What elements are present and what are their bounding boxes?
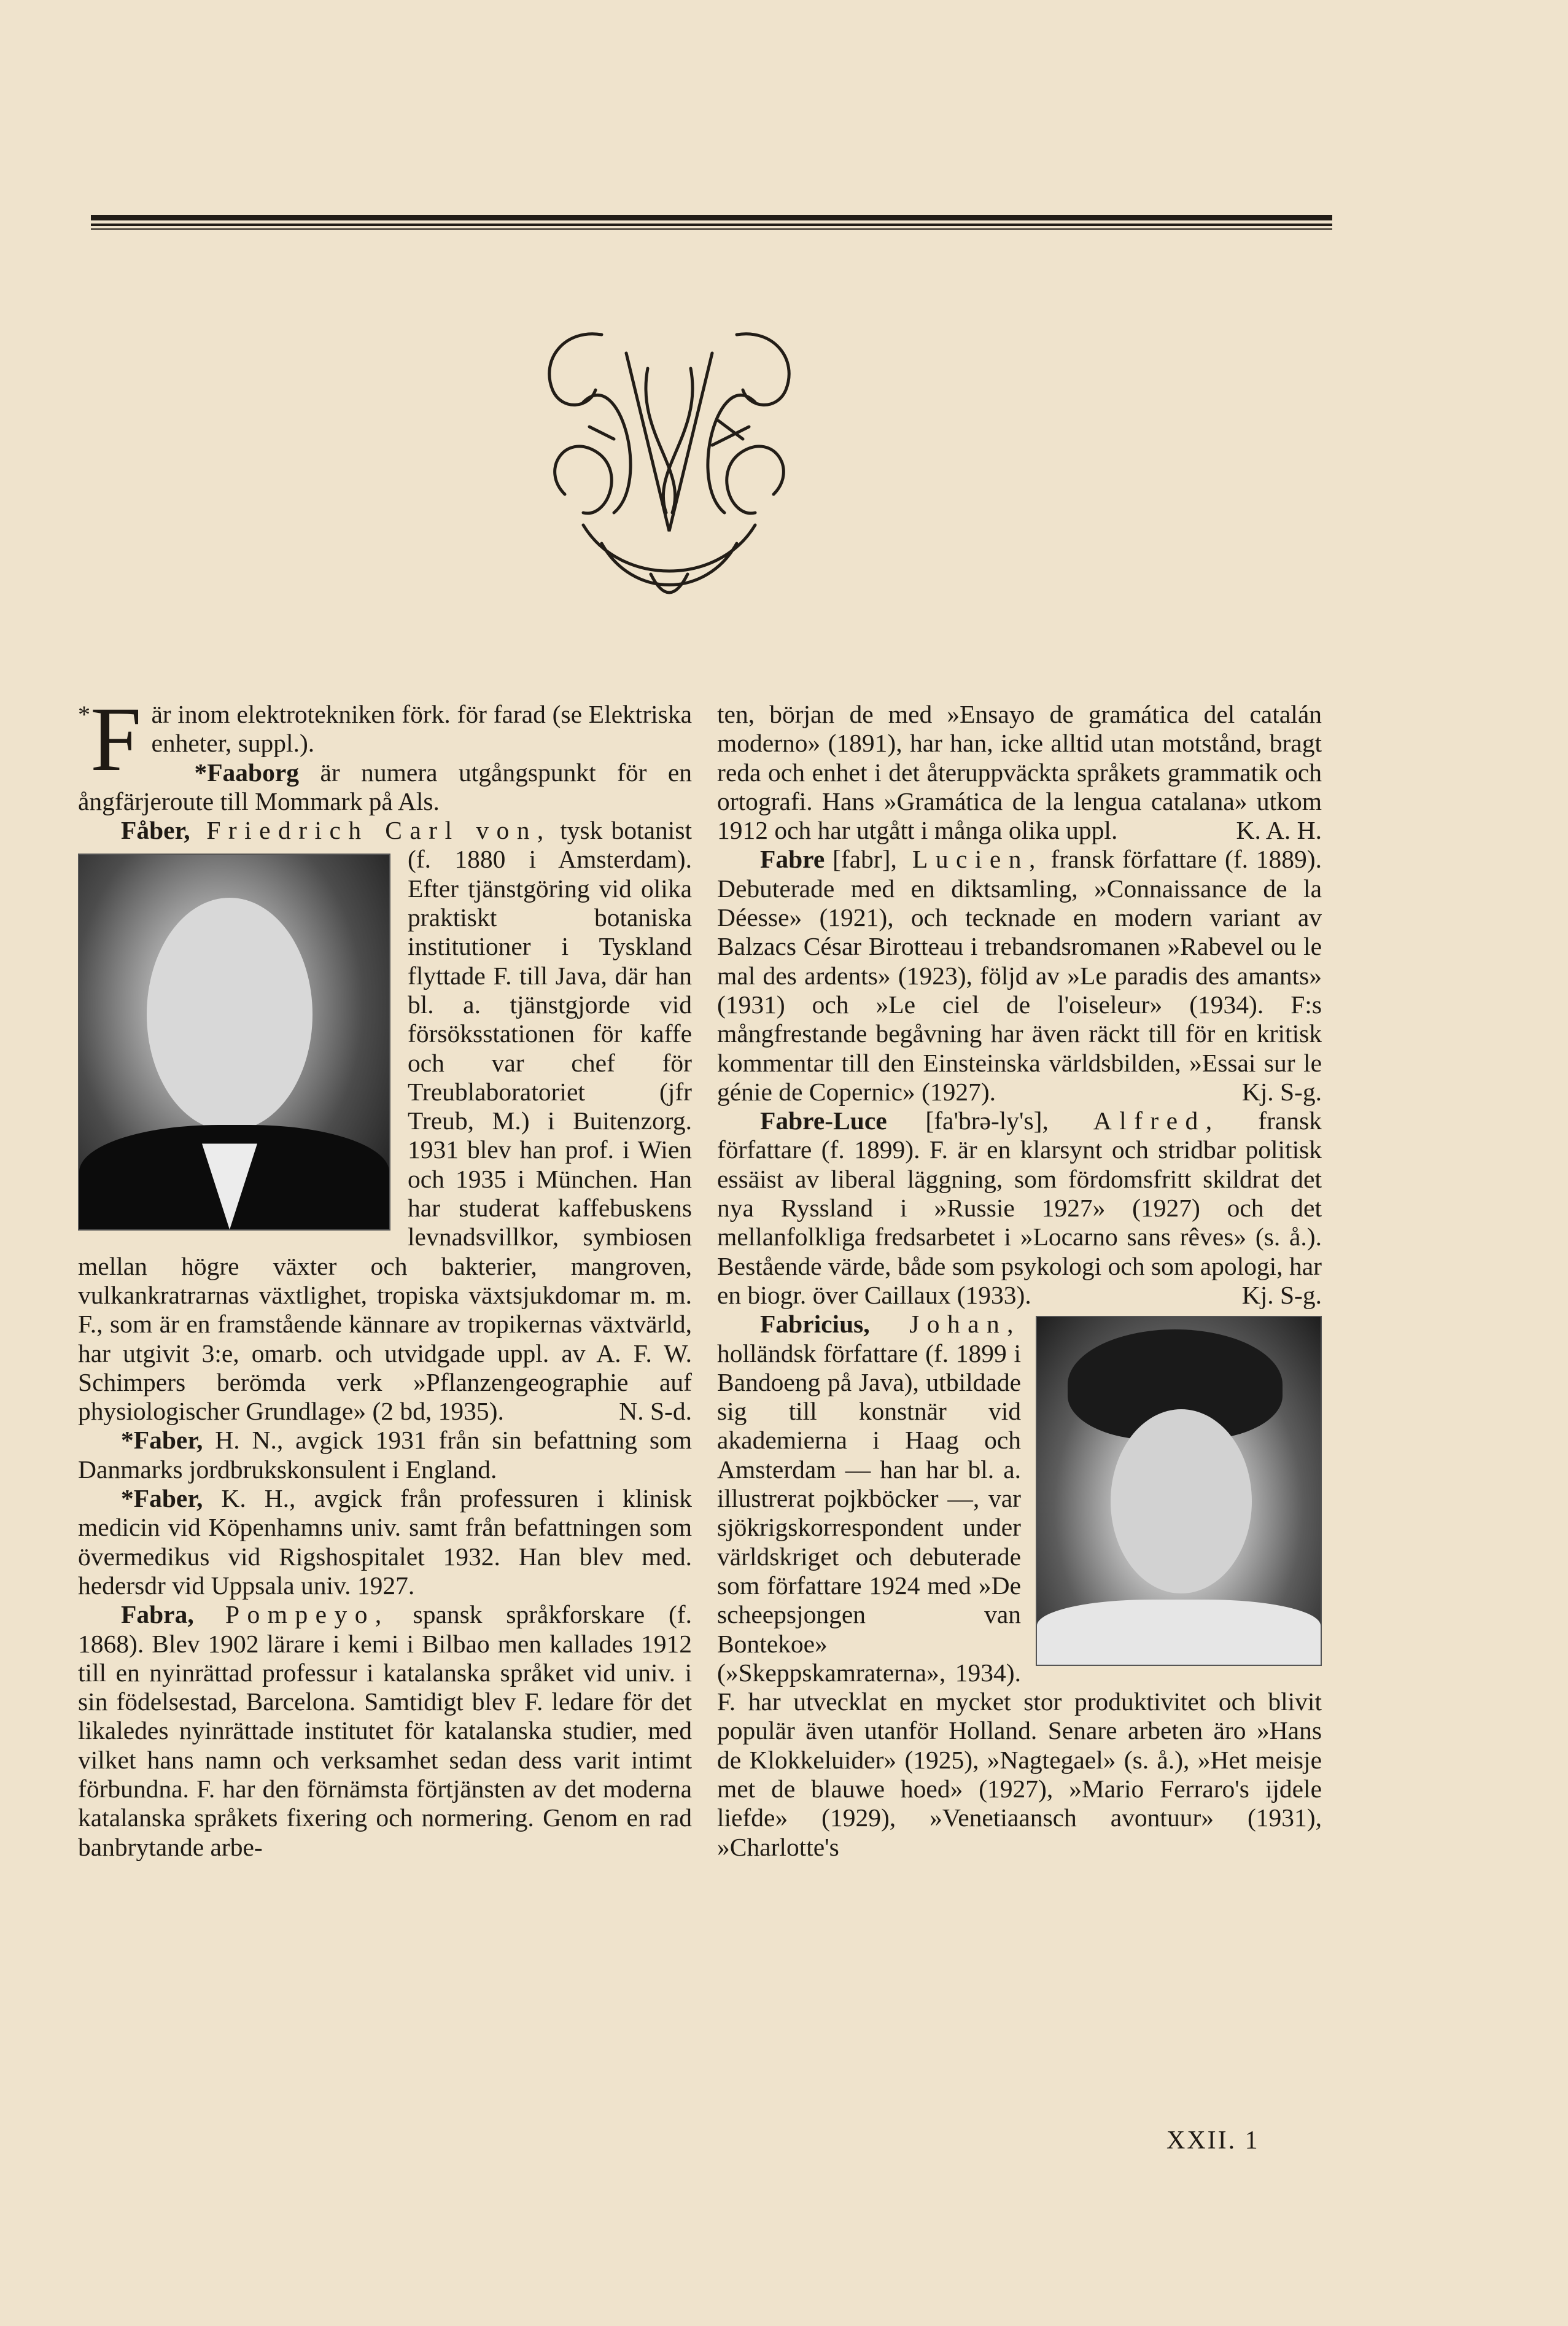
person-name: Alfred, [1048, 1107, 1220, 1135]
headword: *Faaborg [194, 758, 300, 787]
headword: Fåber, [121, 816, 190, 845]
portrait-photo-fabricius [1036, 1316, 1322, 1666]
left-column [78, 688, 692, 1862]
entry-faber-hn: *Faber, H. N., avgick 1931 från sin befattning som Danmarks jordbrukskonsulent i England. [78, 1426, 692, 1484]
person-name: Friedrich Carl von, [190, 816, 551, 845]
headword: Fabricius, [760, 1310, 870, 1339]
person-name: Lucien, [896, 845, 1043, 874]
right-column [717, 700, 1322, 1862]
drop-cap: *F [78, 688, 142, 790]
entry-fabre-luce: Fabre-Luce [fa'brə-ly's], Alfred, fransk författare (f. 1899). F. är en klarsynt och stridbar politisk essäist av liberal läggning, som fördomsfritt skildrat det nya Ryssland i »Russie 1927» (1927) och det mellanfolkliga fredsarbetet i »Locarno sans rêves» (s. å.). Bestående värde, både som psykologi och som apologi, har en biogr. över Caillaux (1933). Kj. S-g. [717, 1107, 1322, 1309]
headword: Fabre-Luce [760, 1107, 887, 1135]
entry-f-text: är inom elektrotekniken förk. för farad (se Elektriska enheter, suppl.). [151, 700, 692, 758]
entry-fabre: Fabre [fabr], Lucien, fransk författare (f. 1889). Debuterade med en diktsamling, »Connaissance de la Déesse» (1921), och tecknade en modern variant av Balzacs César Birotteau i trebandsromanen »Rabevel ou le mal des ardents» (1923), följd av »Le paradis des amants» (1931) och »Le ciel de l'oiseleur» (1934). F:s mångfrestande begåvning har även räckt till för en kritisk kommentar till den Einsteinska världsbilden, »Essai sur le génie de Copernic» (1927). Kj. S-g. [717, 845, 1322, 1106]
author-signature: Kj. S-g. [1241, 1077, 1322, 1106]
entry-fabra-continued: ten, början de med »Ensayo de gramática del catalán moderno» (1891), har han, icke alltid utan motstånd, bragt reda och enhet i det återuppväckta språkets grammatik och ortografi. Hans »Gramática de la lengua catalana» utkom 1912 och har utgått i många olika uppl. K. A. H. [717, 700, 1322, 845]
person-name: Johan, [869, 1310, 1021, 1339]
author-signature: N. S-d. [619, 1397, 692, 1426]
entry-fabra: Fabra, Pompeyo, spansk språkforskare (f. 1868). Blev 1902 lärare i kemi i Bilbao men kallades 1912 till en nyinrättad professur i katalanska språket vid univ. i sin födelsestad, Barcelona. Samtidigt blev F. ledare för det likaledes nyinrättade institutet för katalanska studier, med vilket hans namn och verksamhet sedan dess varit intimt förbundna. F. har den förnämsta förtjänsten av det moderna katalanska språkets fixering och normering. Genom en rad banbrytande arbe- [78, 1600, 692, 1861]
author-signature: K. A. H. [1236, 816, 1322, 845]
pronunciation: [fabr], [825, 845, 897, 874]
top-rule [91, 228, 1332, 230]
entry-fabricius: Fabricius, Johan, holländsk författare (f. 1899 i Bandoeng på Java), utbildade sig till konstnär vid akademierna i Haag och Amsterdam — han har bl. a. illustrerat pojkböcker —, var sjökrigskorrespondent under världskriget och debuterade som författare 1924 med »De scheepsjongen van Bontekoe» (»Skeppskamraterna», 1934). F. har utvecklat en mycket stor produktivitet och blivit populär även utanför Holland. Senare arbeten äro »Hans de Klokkeluider» (1925), »Nagtegael» (s. å.), »Het meisje met de blauwe hoed» (1927), »Mario Ferraro's ijdele liefde» (1929), »Venetiaansch avontuur» (1931), »Charlotte's [717, 1310, 1322, 1861]
portrait-photo-faber [78, 854, 390, 1231]
headword: *Faber, [121, 1426, 203, 1455]
top-rule [91, 215, 1332, 220]
headword: Fabra, [121, 1600, 194, 1629]
headword: *Faber, [121, 1484, 203, 1513]
author-signature: Kj. S-g. [1241, 1280, 1322, 1309]
entry-faber-kh: *Faber, K. H., avgick från professuren i klinisk medicin vid Köpenhamns univ. samt från befattningen som övermedikus vid Rigshospitalet 1932. Han blev med. hedersdr vid Uppsala univ. 1927. [78, 1484, 692, 1600]
top-rule [91, 224, 1332, 226]
ornamental-monogram-icon [528, 310, 810, 605]
pronunciation: [fa'brə-ly's], [887, 1107, 1049, 1135]
headword: Fabre [760, 845, 825, 874]
entry-faaborg: *Faaborg är numera utgångspunkt för en ångfärjeroute till Mommark på Als. [78, 758, 692, 815]
page-number: XXII. 1 [1166, 2126, 1260, 2155]
entry-faber-friedrich: Fåber, Friedrich Carl von, tysk botanist (f. 1880 i Amsterdam). Efter tjänstgöring vid olika praktiskt botaniska institutioner i Tyskland flyttade F. till Java, där han bl. a. tjänstgjorde vid försöksstationen för kaffe och var chef för Treublaboratoriet (jfr Treub, M.) i Buitenzorg. 1931 blev han prof. i Wien och 1935 i München. Han har studerat kaffebuskens levnadsvillkor, symbiosen mellan högre växter och bakterier, mangroven, vulkankratrarnas växtlighet, tropiska växtsjukdomar m. m. F., som är en framstående kännare av tropikernas växtvärld, har utgivit 3:e, omarb. och utvidgade uppl. av A. F. W. Schimpers berömda verk »Pflanzengeographie auf physiologischer Grundlage» (2 bd, 1935). N. S-d. [78, 816, 692, 1426]
person-name: Pompeyo, [193, 1600, 389, 1629]
